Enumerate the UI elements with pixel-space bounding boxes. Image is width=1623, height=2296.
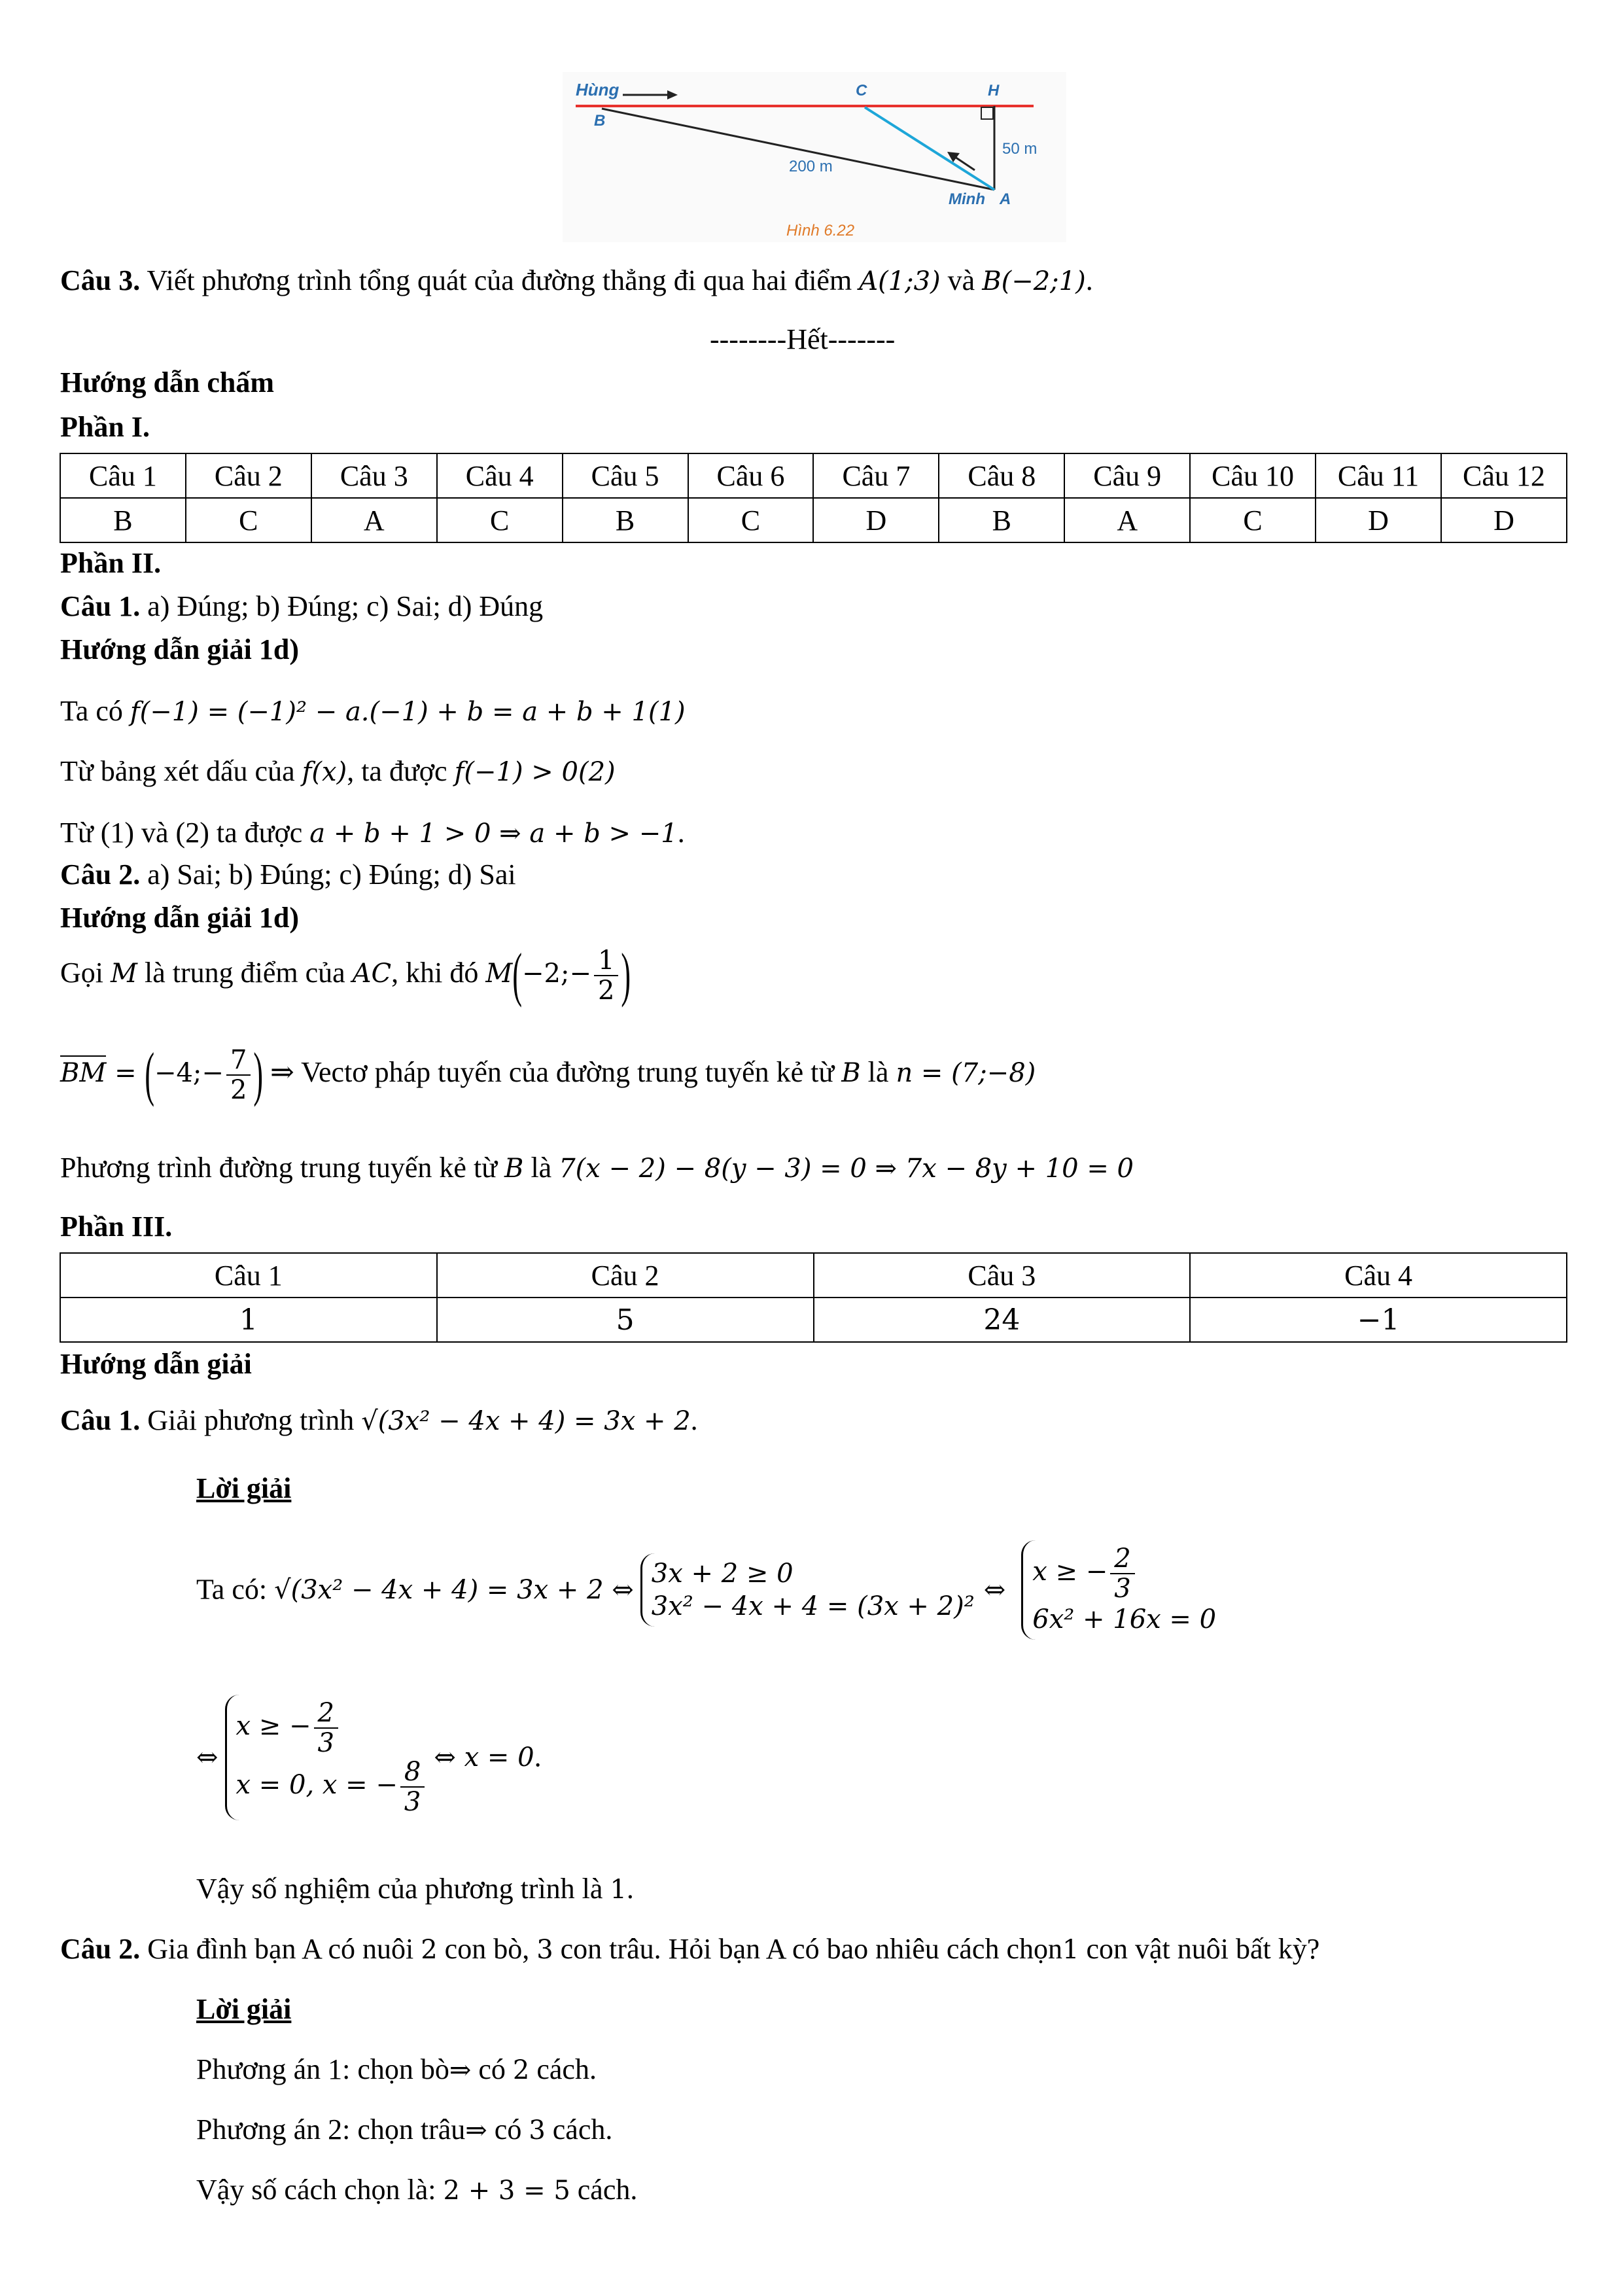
table-cell: B bbox=[939, 498, 1064, 542]
fraction-numerator: 8 bbox=[400, 1757, 425, 1788]
part-3-header-row bbox=[60, 1253, 1567, 1298]
table-cell: Câu 3 bbox=[814, 1253, 1191, 1298]
fraction-denominator: 3 bbox=[317, 1728, 334, 1758]
math-span: f(x) bbox=[302, 757, 347, 787]
label-50m: 50 m bbox=[1002, 140, 1038, 158]
text-span: Gia đình bạn A có nuôi bbox=[140, 1933, 421, 1965]
label-c: C bbox=[856, 82, 867, 99]
question-3-text: Viết phương trình tổng quát của đường thẳng đi qua hai điểm bbox=[140, 264, 860, 296]
table-cell: 1 bbox=[60, 1298, 437, 1342]
part-2-c2-line3 bbox=[60, 1152, 1134, 1185]
text-span: Phương án 2: chọn trâu bbox=[196, 2113, 466, 2146]
math-span: ⇒ bbox=[465, 2115, 487, 2146]
text-span: Vậy số cách chọn là: bbox=[196, 2174, 444, 2206]
part-2-c2-line2 bbox=[60, 1040, 1036, 1108]
math-span: 3 bbox=[529, 2115, 546, 2146]
math-span: −2;− bbox=[522, 959, 591, 989]
part-2-title: Phần II. bbox=[60, 547, 162, 579]
solution-1-question bbox=[60, 1404, 698, 1438]
guide-title: Hướng dẫn chấm bbox=[60, 366, 275, 398]
label-b: B bbox=[594, 112, 606, 130]
table-cell: Câu 4 bbox=[1190, 1253, 1567, 1298]
math-span: f(−1) = (−1)² − a.(−1) + b = a + b + 1(1) bbox=[130, 697, 686, 727]
point-a: A(1;3) bbox=[859, 266, 941, 296]
table-cell: 24 bbox=[814, 1298, 1191, 1342]
math-span: √(3x² − 4x + 4) = 3x + 2 bbox=[361, 1406, 691, 1436]
solution-1-conclusion bbox=[196, 1873, 634, 1906]
fraction-numerator: 7 bbox=[226, 1046, 251, 1076]
table-cell: Câu 8 bbox=[939, 453, 1064, 498]
system-2 bbox=[1021, 1540, 1216, 1640]
solution-2-title: Lời giải bbox=[196, 1993, 292, 2025]
table-cell: Câu 7 bbox=[813, 453, 939, 498]
question-3-label: Câu 3. bbox=[60, 264, 141, 296]
text-span: Phương trình đường trung tuyến kẻ từ bbox=[60, 1152, 505, 1184]
fraction bbox=[400, 1757, 425, 1816]
question-3 bbox=[60, 264, 1093, 298]
part-3-table bbox=[60, 1252, 1567, 1343]
vector-bm: BM bbox=[60, 1055, 106, 1088]
part-2-c1-answer-text: a) Đúng; b) Đúng; c) Sai; d) Đúng bbox=[140, 590, 544, 622]
table-cell: Câu 2 bbox=[437, 1253, 814, 1298]
table-cell: Câu 9 bbox=[1064, 453, 1190, 498]
part-2-c2-answer-text: a) Sai; b) Đúng; c) Đúng; d) Sai bbox=[140, 858, 516, 891]
part-1-title: Phần I. bbox=[60, 411, 150, 443]
table-cell: B bbox=[60, 498, 186, 542]
fraction bbox=[314, 1699, 338, 1757]
text-span: Vậy số nghiệm của phương trình là bbox=[196, 1873, 610, 1905]
math-span: B bbox=[504, 1154, 524, 1184]
fraction bbox=[226, 1046, 251, 1104]
solution-2-option-1 bbox=[196, 2053, 597, 2087]
text-span: cách. bbox=[529, 2053, 597, 2085]
text-span: ⇒ Vectơ pháp tuyến của đường trung tuyến kẻ từ bbox=[263, 1056, 842, 1089]
math-span: x ≥ − bbox=[236, 1711, 311, 1741]
math-span: ⇒ bbox=[449, 2055, 472, 2085]
fraction-numerator: 2 bbox=[314, 1699, 338, 1729]
table-cell: Câu 5 bbox=[563, 453, 688, 498]
fraction-denominator: 3 bbox=[404, 1787, 421, 1817]
part-1-answer-row bbox=[60, 498, 1567, 542]
label-200m: 200 m bbox=[789, 158, 833, 175]
table-cell: Câu 3 bbox=[311, 453, 437, 498]
part-1-table bbox=[60, 453, 1567, 543]
table-cell: D bbox=[1316, 498, 1441, 542]
table-cell: Câu 11 bbox=[1316, 453, 1441, 498]
math-span: M bbox=[485, 959, 513, 989]
part-2-c1-answers bbox=[60, 590, 543, 624]
text-span: Phương án 1: chọn bò bbox=[196, 2053, 449, 2085]
text-span: là bbox=[523, 1152, 559, 1184]
solution-2-option-2 bbox=[196, 2113, 612, 2147]
math-span: 2 bbox=[421, 1935, 438, 1965]
text-span: , ta được bbox=[347, 755, 455, 787]
table-cell: Câu 12 bbox=[1441, 453, 1567, 498]
solution-2-question bbox=[60, 1933, 1319, 1966]
part-1-header-row bbox=[60, 453, 1567, 498]
solution-2-label: Câu 2. bbox=[60, 1933, 141, 1965]
text-span: cách. bbox=[545, 2113, 613, 2146]
table-cell: C bbox=[437, 498, 563, 542]
table-cell: Câu 1 bbox=[60, 453, 186, 498]
end-mark: --------Hết------- bbox=[710, 323, 896, 355]
math-span: 2 bbox=[512, 2055, 530, 2085]
system-line: 3x² − 4x + 4 = (3x + 2)² bbox=[651, 1591, 975, 1621]
question-3-and: và bbox=[940, 264, 983, 296]
text-span: có bbox=[487, 2113, 529, 2146]
math-span: AC bbox=[352, 959, 392, 989]
fraction-denominator: 2 bbox=[230, 1075, 247, 1105]
paren-open: ( bbox=[512, 940, 522, 1008]
text-span: . bbox=[534, 1740, 542, 1773]
table-cell: C bbox=[688, 498, 814, 542]
math-span: = bbox=[106, 1058, 145, 1089]
figure-6-22 bbox=[563, 72, 1066, 242]
text-span: con trâu. Hỏi bạn A có bao nhiêu cách chọn bbox=[553, 1933, 1062, 1965]
math-span: ⇔ bbox=[983, 1575, 1006, 1605]
point-b: B(−2;1) bbox=[982, 266, 1086, 296]
math-span: −4;− bbox=[154, 1058, 224, 1089]
math-span: a + b + 1 > 0 ⇒ a + b > −1 bbox=[309, 819, 678, 849]
table-cell: A bbox=[311, 498, 437, 542]
text-span: có bbox=[471, 2053, 513, 2085]
text-span: cách. bbox=[570, 2174, 638, 2206]
math-span: M bbox=[111, 959, 137, 989]
fraction-numerator: 1 bbox=[594, 946, 618, 976]
math-span: B bbox=[841, 1058, 861, 1089]
fraction-denominator: 2 bbox=[597, 976, 615, 1006]
text-span: . bbox=[677, 817, 685, 849]
figure-caption: Hình 6.22 bbox=[786, 222, 855, 239]
part-2-c2-line1 bbox=[60, 940, 631, 1008]
table-cell: B bbox=[563, 498, 688, 542]
text-span: Từ bảng xét dấu của bbox=[60, 755, 302, 787]
table-cell: 5 bbox=[437, 1298, 814, 1342]
table-cell: Câu 2 bbox=[186, 453, 311, 498]
part-2-c1-label: Câu 1. bbox=[60, 590, 141, 622]
table-cell: D bbox=[813, 498, 939, 542]
part-3-answer-row bbox=[60, 1298, 1567, 1342]
math-span: n = (7;−8) bbox=[896, 1058, 1036, 1089]
solution-1-step1 bbox=[196, 1540, 1216, 1640]
part-2-c2-answers bbox=[60, 858, 516, 892]
table-cell: Câu 4 bbox=[437, 453, 563, 498]
part-2-c1-line1 bbox=[60, 695, 686, 728]
text-span: con vật nuôi bất kỳ? bbox=[1079, 1933, 1320, 1965]
part-2-c1-guide: Hướng dẫn giải 1d) bbox=[60, 633, 299, 665]
label-h: H bbox=[988, 82, 1000, 99]
system-line bbox=[236, 1757, 428, 1816]
paren-open: ( bbox=[145, 1040, 154, 1108]
table-cell: C bbox=[1190, 498, 1316, 542]
text-span: , khi đó bbox=[391, 957, 486, 989]
table-cell: Câu 10 bbox=[1190, 453, 1316, 498]
math-span: x = 0, x = − bbox=[236, 1770, 398, 1800]
math-span: 3 bbox=[536, 1935, 553, 1965]
part-2-c1-line3 bbox=[60, 817, 685, 850]
label-a: A bbox=[1000, 190, 1011, 208]
math-span: 1 bbox=[1062, 1935, 1079, 1965]
text-span: là trung điểm của bbox=[137, 957, 353, 989]
math-span: f(−1) > 0(2) bbox=[454, 757, 616, 787]
math-span: 1 bbox=[610, 1875, 627, 1905]
math-span: ⇔ bbox=[196, 1742, 218, 1773]
math-span: x ≥ − bbox=[1032, 1557, 1108, 1587]
fraction-denominator: 3 bbox=[1114, 1574, 1131, 1604]
label-minh: Minh bbox=[949, 190, 985, 208]
math-span: 7(x − 2) − 8(y − 3) = 0 ⇒ 7x − 8y + 10 = 0 bbox=[559, 1154, 1134, 1184]
solution-1-step2 bbox=[196, 1695, 542, 1820]
math-span: 2 + 3 = 5 bbox=[443, 2176, 570, 2206]
paren-close: ) bbox=[621, 940, 631, 1008]
label-hung: Hùng bbox=[576, 80, 620, 99]
table-cell: C bbox=[186, 498, 311, 542]
fraction bbox=[594, 946, 618, 1005]
part-3-title: Phần III. bbox=[60, 1210, 173, 1243]
guide-2-title: Hướng dẫn giải bbox=[60, 1348, 252, 1380]
text-span: là bbox=[860, 1056, 896, 1089]
text-span: Gọi bbox=[60, 957, 111, 989]
text-span: Ta có bbox=[60, 695, 130, 727]
paren-close: ) bbox=[253, 1040, 264, 1108]
text-span: Giải phương trình bbox=[140, 1404, 362, 1436]
part-2-c2-guide: Hướng dẫn giải 1d) bbox=[60, 902, 299, 934]
part-2-c1-line2 bbox=[60, 755, 616, 788]
solution-1-title: Lời giải bbox=[196, 1472, 292, 1504]
math-span: √(3x² − 4x + 4) = 3x + 2 ⇔ bbox=[274, 1575, 634, 1605]
table-cell: Câu 6 bbox=[688, 453, 814, 498]
math-span: ⇔ x = 0 bbox=[434, 1742, 534, 1773]
solution-2-total bbox=[196, 2174, 637, 2207]
system-line bbox=[236, 1699, 428, 1757]
fraction bbox=[1110, 1544, 1134, 1603]
text-span: con bò, bbox=[437, 1933, 537, 1965]
fraction-numerator: 2 bbox=[1110, 1544, 1134, 1574]
solution-1-label: Câu 1. bbox=[60, 1404, 141, 1436]
text-span: . bbox=[690, 1404, 698, 1436]
question-3-end: . bbox=[1085, 264, 1093, 296]
system-3 bbox=[225, 1695, 428, 1820]
table-cell: A bbox=[1064, 498, 1190, 542]
system-line bbox=[1032, 1544, 1216, 1603]
text-span: Từ (1) và (2) ta được bbox=[60, 817, 310, 849]
table-cell: Câu 1 bbox=[60, 1253, 437, 1298]
table-cell: −1 bbox=[1190, 1298, 1567, 1342]
part-2-c2-label: Câu 2. bbox=[60, 858, 141, 891]
system-line: 6x² + 16x = 0 bbox=[1032, 1604, 1217, 1634]
system-line: 3x + 2 ≥ 0 bbox=[651, 1559, 794, 1589]
text-span: Ta có: bbox=[196, 1573, 275, 1606]
table-cell: D bbox=[1441, 498, 1567, 542]
text-span: . bbox=[626, 1873, 634, 1905]
system-1 bbox=[640, 1553, 975, 1627]
